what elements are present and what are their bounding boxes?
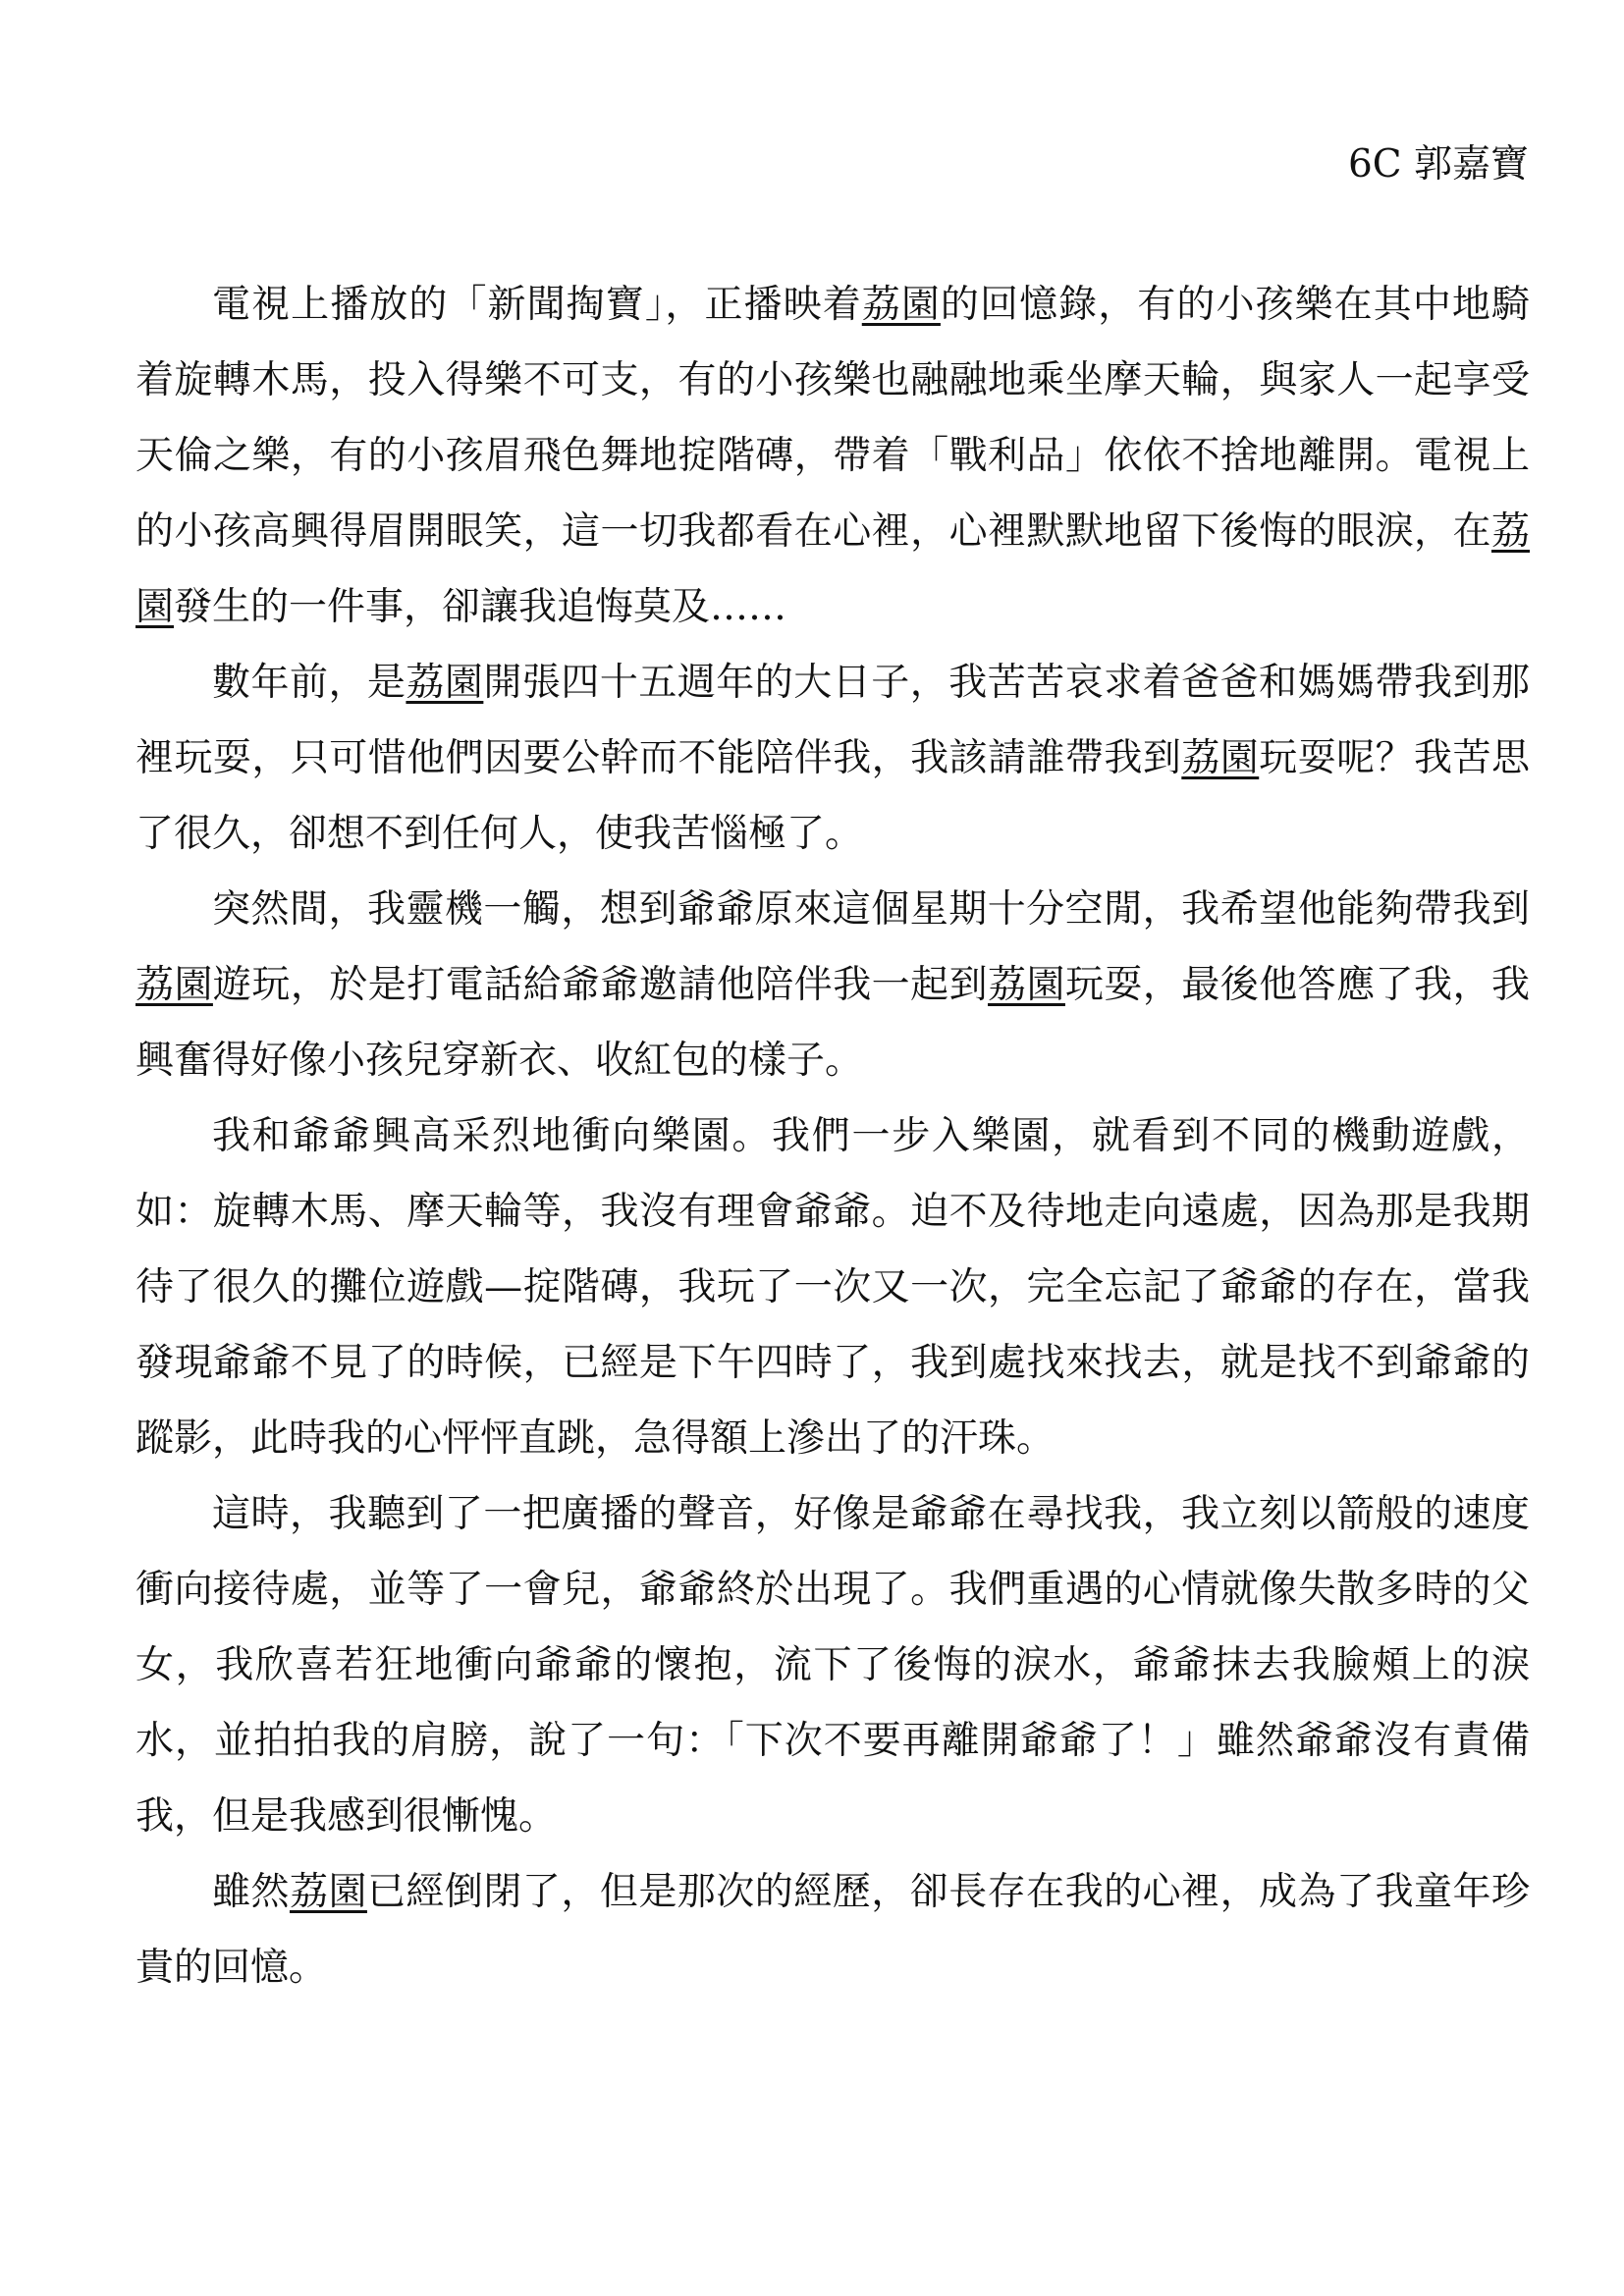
- text-run: 數年前，是: [212, 661, 406, 705]
- text-run: 突然間，我靈機一觸，想到爺爺原來這個星期十分空閒，我希望他能夠帶我到: [212, 887, 1530, 932]
- author-name: 6C 郭嘉寶: [1347, 142, 1529, 187]
- text-run: 玩耍呢？我苦思了很久，卻想不到任何人，使我苦惱極了。: [135, 736, 1530, 856]
- text-run: 電視上播放的「新聞掏寶」，正播映着: [212, 283, 862, 327]
- place-name-underlined: 荔園: [135, 509, 1530, 629]
- text-run: 雖然: [212, 1870, 290, 1914]
- paragraph-6: [135, 1854, 1530, 2005]
- text-run: 開張四十五週年的大日子，我苦苦哀求着爸爸和媽媽帶我到那裡玩耍，只可惜他們因要公幹而不能陪伴我，我該請誰帶我到: [135, 661, 1530, 780]
- text-run: 發生的一件事，卻讓我追悔莫及……: [174, 585, 787, 629]
- text-run: 我和爺爺興高采烈地衝向樂園。我們一步入樂園，就看到不同的機動遊戲，如：旋轉木馬、摩天輪等，我沒有理會爺爺。迫不及待地走向遠處，因為那是我期待了很久的攤位遊戲—掟階磚，我玩了一次又一次，完全忘記了爺爺的存在，當我發現爺爺不見了的時候，已經是下午四時了，我到處找來找去，就是找不到爺爺的蹤影，此時我的心怦怦直跳，急得額上滲出了的汗珠。: [135, 1114, 1530, 1461]
- text-run: 玩耍，最後他答應了我，我興奮得好像小孩兒穿新衣、收紅包的樣子。: [135, 963, 1530, 1083]
- paragraph-1: [135, 267, 1530, 645]
- text-run: 遊玩，於是打電話給爺爺邀請他陪伴我一起到: [212, 963, 989, 1007]
- place-name-underlined: 荔園: [861, 283, 941, 327]
- text-run: 的回憶錄，有的小孩樂在其中地騎着旋轉木馬，投入得樂不可支，有的小孩樂也融融地乘坐摩天輪，與家人一起享受天倫之樂，有的小孩眉飛色舞地掟階磚，帶着「戰利品」依依不捨地離開。電視上的小孩高興得眉開眼笑，這一切我都看在心裡，心裡默默地留下後悔的眼淚，在: [135, 283, 1530, 554]
- paragraph-4: [135, 1098, 1530, 1476]
- paragraph-3: [135, 872, 1530, 1098]
- text-run: 這時，我聽到了一把廣播的聲音，好像是爺爺在尋找我，我立刻以箭般的速度衝向接待處，並等了一會兒，爺爺終於出現了。我們重遇的心情就像失散多時的父女，我欣喜若狂地衝向爺爺的懷抱，流下了後悔的淚水，爺爺抹去我臉頰上的淚水，並拍拍我的肩膀，說了一句：「下次不要再離開爺爺了！」雖然爺爺沒有責備我，但是我感到很慚愧。: [135, 1492, 1530, 1839]
- place-name-underlined: 荔園: [988, 963, 1065, 1007]
- essay-body: [135, 267, 1530, 2005]
- paragraph-5: [135, 1476, 1530, 1854]
- place-name-underlined: 荔園: [135, 963, 213, 1007]
- text-run: 已經倒閉了，但是那次的經歷，卻長存在我的心裡，成為了我童年珍貴的回憶。: [135, 1870, 1530, 1990]
- paragraph-2: [135, 645, 1530, 872]
- place-name-underlined: 荔園: [406, 661, 484, 705]
- place-name-underlined: 荔園: [289, 1870, 367, 1914]
- place-name-underlined: 荔園: [1181, 736, 1260, 780]
